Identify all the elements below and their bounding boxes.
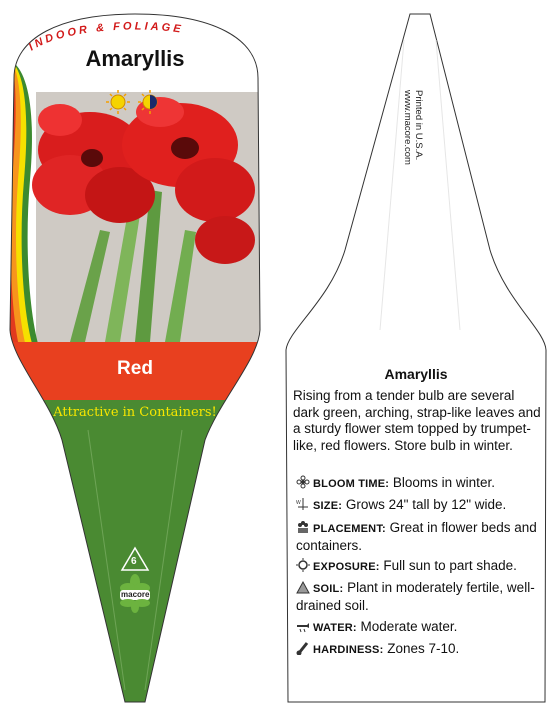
- attr-value: Grows 24" tall by 12" wide.: [345, 497, 507, 512]
- website: www.macore.com: [402, 90, 413, 165]
- attr-hardiness: [296, 641, 546, 659]
- brand-label: macore: [121, 590, 150, 599]
- attr-value: Zones 7-10.: [387, 641, 460, 656]
- attr-soil: [296, 580, 546, 614]
- bloom-icon: [296, 475, 310, 489]
- attr-label: HARDINESS:: [313, 644, 384, 656]
- hardiness-icon: [296, 641, 310, 655]
- exposure-icon: [296, 558, 310, 572]
- attr-water: [296, 619, 546, 637]
- back-title: Amaryllis: [384, 366, 448, 382]
- attr-value: Moderate water.: [360, 619, 458, 634]
- water-icon: [296, 619, 310, 633]
- attr-bloom-time: [296, 475, 546, 493]
- printed-info: [402, 90, 424, 200]
- printed-in: Printed in U.S.A.: [413, 90, 424, 161]
- attr-label: EXPOSURE:: [313, 561, 380, 573]
- product-code: B41F193: [90, 640, 104, 689]
- variety-label: Red: [117, 358, 153, 379]
- placement-icon: [296, 520, 310, 534]
- attr-placement: [296, 520, 546, 554]
- attr-label: BLOOM TIME:: [313, 478, 390, 490]
- attr-size: [296, 497, 546, 515]
- attr-value: Great in flower beds and containers.: [296, 520, 537, 553]
- attr-value: Blooms in winter.: [392, 475, 495, 490]
- plant-title: Amaryllis: [85, 46, 185, 71]
- slogan: Attractive in Containers!: [53, 405, 217, 420]
- soil-icon: [296, 580, 310, 594]
- category-label: INDOOR & FOLIAGE: [26, 20, 185, 54]
- attr-label: SOIL:: [313, 583, 344, 595]
- description: Rising from a tender bulb are several dark green, arching, strap-like leaves and a sturdy flower stem topped by trumpet-like, red flowers. Store bulb in winter.: [293, 388, 541, 453]
- svg-text:W: W: [296, 500, 301, 506]
- attr-label: PLACEMENT:: [313, 523, 386, 535]
- attr-exposure: [296, 558, 546, 576]
- attr-label: WATER:: [313, 622, 357, 634]
- attr-value: Full sun to part shade.: [383, 558, 517, 573]
- size-icon: [296, 497, 310, 511]
- attr-value: Plant in moderately fertile, well-drained soil.: [296, 580, 535, 613]
- recycle-number: 6: [131, 556, 137, 567]
- attr-label: SIZE:: [313, 500, 343, 512]
